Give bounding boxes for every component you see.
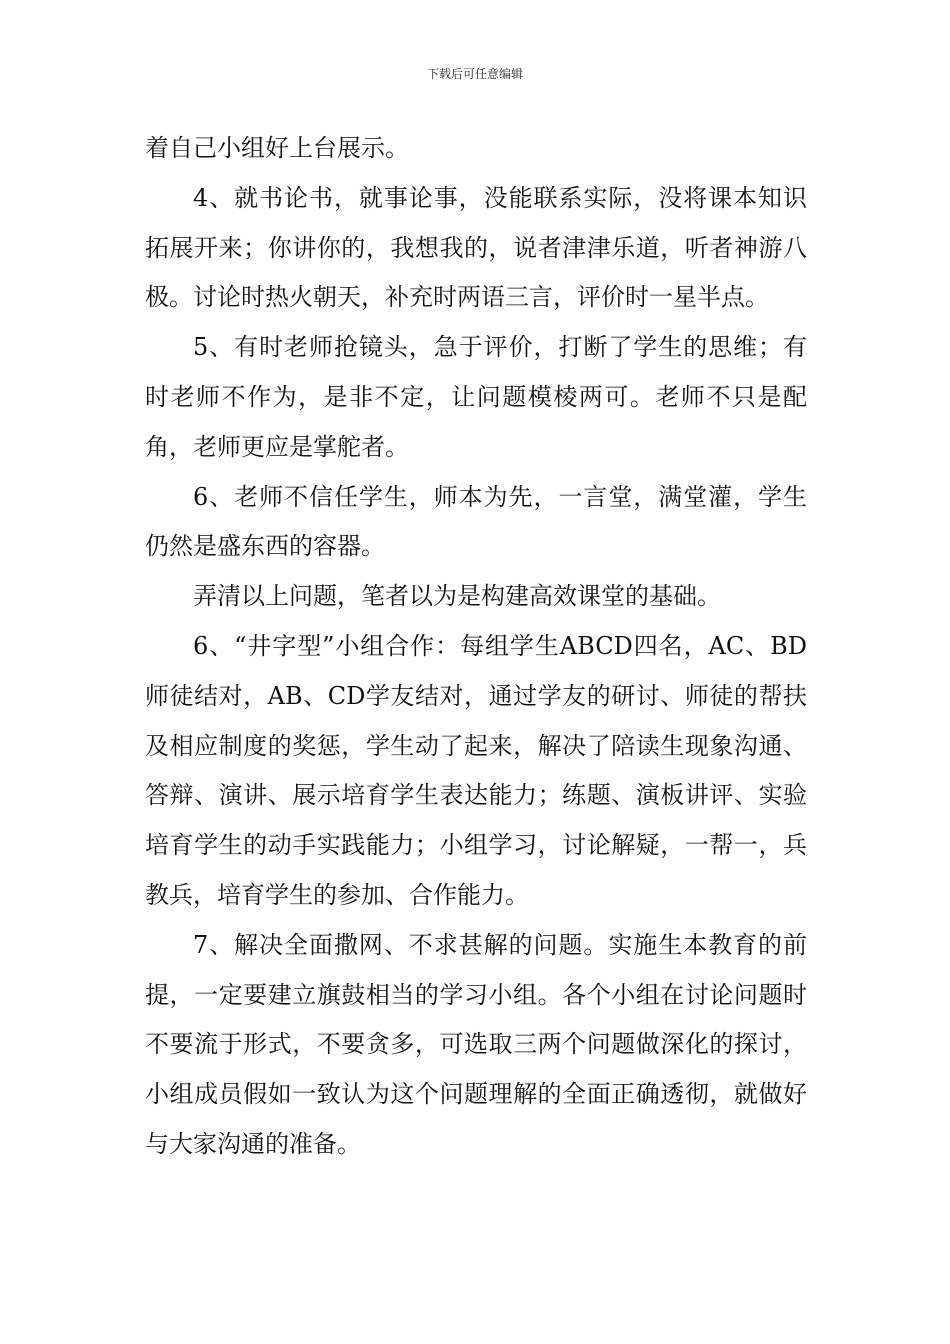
document-body xyxy=(145,124,807,1170)
page-header: 下载后可任意编辑 xyxy=(426,67,523,81)
paragraph-6: 6、“井字型”小组合作：每组学生ABCD四名，AC、BD师徒结对，AB、CD学友结对，通过学友的研讨、师徒的帮扶及相应制度的奖惩，学生动了起来，解决了陪读生现象沟通、答辩、演讲、展示培育学生表达能力；练题、演板讲评、实验培育学生的动手实践能力；小组学习，讨论解疑，一帮一，兵教兵，培育学生的参加、合作能力。 xyxy=(145,631,807,909)
paragraph-3: 5、有时老师抢镜头，急于评价，打断了学生的思维；有时老师不作为，是非不定，让问题模棱两可。老师不只是配角，老师更应是掌舵者。 xyxy=(145,333,807,461)
paragraph-5: 弄清以上问题，笔者以为是构建高效课堂的基础。 xyxy=(193,582,721,611)
paragraph-7: 7、解决全面撒网、不求甚解的问题。实施生本教育的前提，一定要建立旗鼓相当的学习小组。各个小组在讨论问题时不要流于形式，不要贪多，可选取三两个问题做深化的探讨，小组成员假如一致认为这个问题理解的全面正确透彻，就做好与大家沟通的准备。 xyxy=(145,930,807,1158)
paragraph-4: 6、老师不信任学生，师本为先，一言堂，满堂灌，学生仍然是盛东西的容器。 xyxy=(145,482,807,561)
paragraph-1: 着自己小组好上台展示。 xyxy=(145,134,409,162)
paragraph-2: 4、就书论书，就事论事，没能联系实际，没将课本知识拓展开来；你讲你的，我想我的，说者津津乐道，听者神游八极。讨论时热火朝天，补充时两语三言，评价时一星半点。 xyxy=(145,183,807,312)
